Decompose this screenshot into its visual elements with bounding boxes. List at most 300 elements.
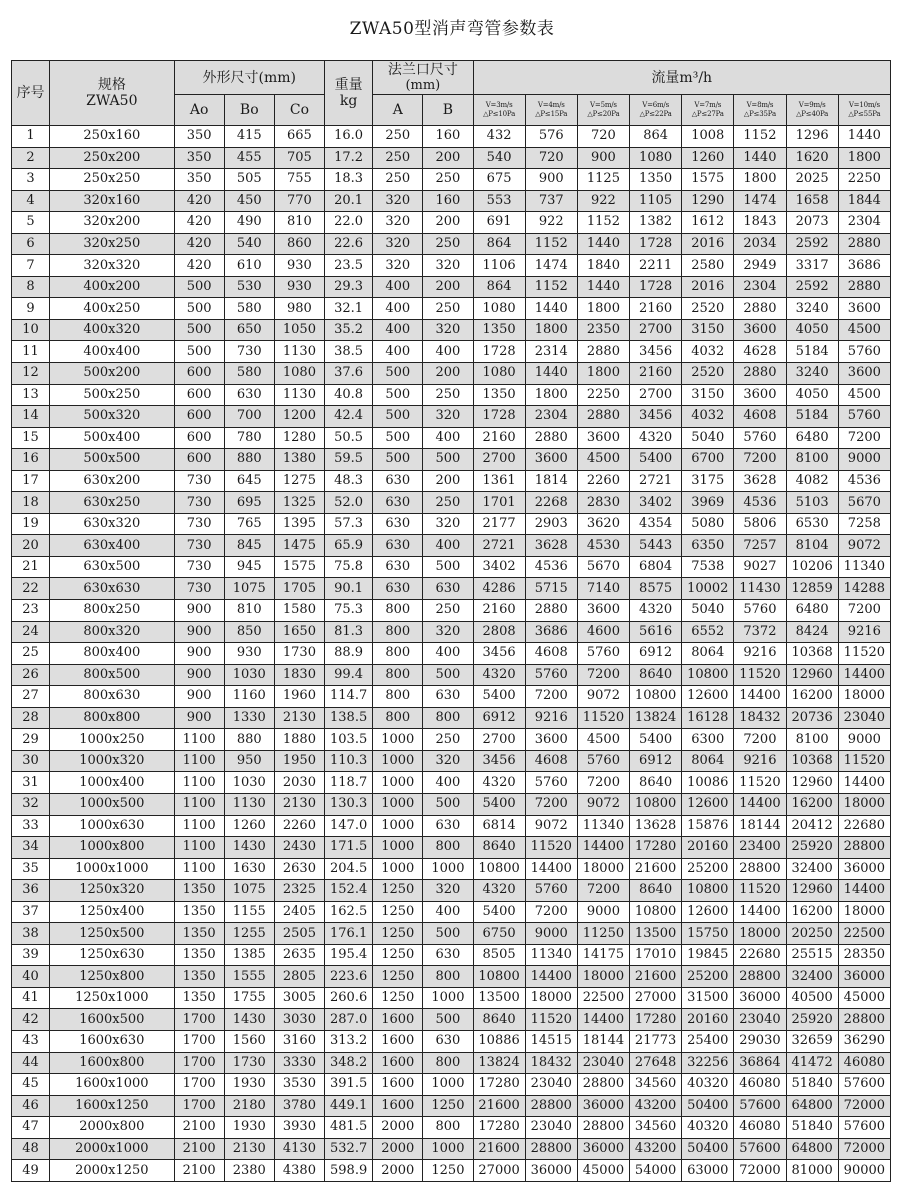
- row-flow-4: 3686: [525, 621, 577, 643]
- row-flange-b: 250: [423, 384, 473, 406]
- row-flow-3: 553: [473, 190, 525, 212]
- row-flow-7: 25200: [682, 858, 734, 880]
- flow-velocity: V=5m/s: [590, 101, 617, 109]
- row-flow-4: 11520: [525, 1009, 577, 1031]
- row-flow-10: 14400: [838, 664, 890, 686]
- row-flow-10: 11520: [838, 643, 890, 665]
- row-flow-10: 57600: [838, 1117, 890, 1139]
- table-row: [12, 944, 891, 966]
- row-flange-b: 320: [423, 880, 473, 902]
- row-no: 15: [12, 427, 50, 449]
- row-ao: 1100: [174, 729, 224, 751]
- row-flange-b: 160: [423, 190, 473, 212]
- row-flow-4: 1800: [525, 384, 577, 406]
- row-flow-3: 2700: [473, 449, 525, 471]
- row-flow-5: 2830: [577, 492, 629, 514]
- row-flange-a: 630: [373, 513, 423, 535]
- row-weight: 481.5: [325, 1117, 373, 1139]
- row-flange-b: 320: [423, 406, 473, 428]
- row-flow-10: 18000: [838, 901, 890, 923]
- row-co: 1705: [274, 578, 324, 600]
- row-spec: 800x500: [50, 664, 174, 686]
- row-flow-3: 1728: [473, 341, 525, 363]
- row-bo: 945: [224, 556, 274, 578]
- header-weight: [325, 61, 373, 126]
- flow-pressure: △P≤10Pa: [483, 110, 516, 118]
- row-flange-b: 1000: [423, 858, 473, 880]
- row-flow-5: 5760: [577, 643, 629, 665]
- row-flow-10: 5760: [838, 406, 890, 428]
- row-weight: 75.8: [325, 556, 373, 578]
- row-co: 1325: [274, 492, 324, 514]
- row-flow-4: 4608: [525, 750, 577, 772]
- row-flange-b: 400: [423, 427, 473, 449]
- row-flow-8: 2304: [734, 276, 786, 298]
- row-bo: 1160: [224, 686, 274, 708]
- row-ao: 1100: [174, 793, 224, 815]
- row-flow-9: 3317: [786, 255, 838, 277]
- row-flow-5: 28800: [577, 1074, 629, 1096]
- row-flow-6: 4320: [630, 427, 682, 449]
- row-flow-10: 7200: [838, 600, 890, 622]
- header-flange-b: B: [423, 95, 473, 126]
- row-spec: 400x320: [50, 319, 174, 341]
- row-flange-b: 1000: [423, 1074, 473, 1096]
- row-co: 3780: [274, 1095, 324, 1117]
- row-flow-8: 11520: [734, 772, 786, 794]
- row-flow-10: 18000: [838, 793, 890, 815]
- row-weight: 287.0: [325, 1009, 373, 1031]
- row-flange-a: 400: [373, 276, 423, 298]
- row-flange-a: 1600: [373, 1052, 423, 1074]
- row-flow-3: 17280: [473, 1074, 525, 1096]
- row-weight: 171.5: [325, 837, 373, 859]
- row-co: 4380: [274, 1160, 324, 1182]
- row-flow-3: 17280: [473, 1117, 525, 1139]
- row-no: 24: [12, 621, 50, 643]
- row-flow-8: 1152: [734, 126, 786, 148]
- row-weight: 114.7: [325, 686, 373, 708]
- row-flow-10: 14400: [838, 772, 890, 794]
- row-flow-6: 27648: [630, 1052, 682, 1074]
- row-bo: 1630: [224, 858, 274, 880]
- row-flow-8: 7200: [734, 729, 786, 751]
- table-row: [12, 384, 891, 406]
- row-bo: 1030: [224, 664, 274, 686]
- row-flow-9: 16200: [786, 901, 838, 923]
- row-flow-5: 922: [577, 190, 629, 212]
- row-flow-3: 2160: [473, 427, 525, 449]
- row-ao: 420: [174, 233, 224, 255]
- table-row: [12, 686, 891, 708]
- row-co: 1280: [274, 427, 324, 449]
- row-flow-5: 36000: [577, 1095, 629, 1117]
- flow-pressure: △P≤27Pa: [691, 110, 724, 118]
- row-flange-b: 500: [423, 556, 473, 578]
- row-flow-7: 40320: [682, 1117, 734, 1139]
- row-ao: 500: [174, 319, 224, 341]
- row-flow-8: 2949: [734, 255, 786, 277]
- parameter-table: [11, 60, 891, 1182]
- row-bo: 1130: [224, 793, 274, 815]
- row-no: 30: [12, 750, 50, 772]
- row-flow-6: 2211: [630, 255, 682, 277]
- row-flange-a: 630: [373, 556, 423, 578]
- row-flow-9: 25920: [786, 1009, 838, 1031]
- row-flow-3: 1106: [473, 255, 525, 277]
- row-flow-8: 11430: [734, 578, 786, 600]
- row-co: 3530: [274, 1074, 324, 1096]
- row-flow-4: 5715: [525, 578, 577, 600]
- row-flow-6: 43200: [630, 1138, 682, 1160]
- row-flow-9: 51840: [786, 1117, 838, 1139]
- row-flow-3: 2721: [473, 535, 525, 557]
- row-flow-5: 14175: [577, 944, 629, 966]
- row-ao: 1100: [174, 837, 224, 859]
- row-ao: 2100: [174, 1160, 224, 1182]
- row-flow-6: 17280: [630, 1009, 682, 1031]
- row-flow-9: 25920: [786, 837, 838, 859]
- row-flow-9: 16200: [786, 793, 838, 815]
- row-co: 1950: [274, 750, 324, 772]
- row-flow-4: 576: [525, 126, 577, 148]
- header-weight-unit: kg: [339, 93, 358, 109]
- row-flow-6: 5400: [630, 729, 682, 751]
- row-spec: 1000x500: [50, 793, 174, 815]
- row-flow-6: 1382: [630, 212, 682, 234]
- row-bo: 580: [224, 363, 274, 385]
- row-flange-b: 250: [423, 729, 473, 751]
- table-row: [12, 815, 891, 837]
- table-row: [12, 600, 891, 622]
- row-flange-b: 400: [423, 535, 473, 557]
- row-flow-3: 13500: [473, 987, 525, 1009]
- row-flow-10: 36000: [838, 858, 890, 880]
- row-flange-b: 200: [423, 470, 473, 492]
- row-flow-9: 5184: [786, 406, 838, 428]
- row-ao: 600: [174, 384, 224, 406]
- row-flange-b: 630: [423, 944, 473, 966]
- row-flow-7: 10800: [682, 664, 734, 686]
- row-co: 930: [274, 276, 324, 298]
- row-no: 41: [12, 987, 50, 1009]
- row-co: 3330: [274, 1052, 324, 1074]
- row-flange-a: 630: [373, 535, 423, 557]
- row-ao: 600: [174, 363, 224, 385]
- row-flow-7: 63000: [682, 1160, 734, 1182]
- row-no: 35: [12, 858, 50, 880]
- row-spec: 250x200: [50, 147, 174, 169]
- row-co: 755: [274, 169, 324, 191]
- row-flow-5: 900: [577, 147, 629, 169]
- table-row: [12, 556, 891, 578]
- table-row: [12, 987, 891, 1009]
- row-weight: 176.1: [325, 923, 373, 945]
- row-flange-a: 1000: [373, 750, 423, 772]
- row-ao: 350: [174, 147, 224, 169]
- row-flow-5: 1125: [577, 169, 629, 191]
- row-flow-4: 3628: [525, 535, 577, 557]
- row-flow-3: 3456: [473, 750, 525, 772]
- row-flow-6: 2700: [630, 319, 682, 341]
- row-spec: 630x630: [50, 578, 174, 600]
- row-flow-9: 5184: [786, 341, 838, 363]
- row-spec: 320x200: [50, 212, 174, 234]
- row-flow-7: 12600: [682, 686, 734, 708]
- table-row: [12, 190, 891, 212]
- row-flow-6: 13824: [630, 707, 682, 729]
- header-flow-9: [786, 95, 838, 126]
- row-co: 1650: [274, 621, 324, 643]
- table-row: [12, 147, 891, 169]
- row-flow-5: 4500: [577, 449, 629, 471]
- row-flow-8: 1474: [734, 190, 786, 212]
- row-flow-4: 7200: [525, 793, 577, 815]
- row-flow-9: 3240: [786, 298, 838, 320]
- row-flow-7: 1575: [682, 169, 734, 191]
- row-flow-3: 864: [473, 276, 525, 298]
- row-flow-9: 64800: [786, 1138, 838, 1160]
- row-flow-9: 2592: [786, 233, 838, 255]
- row-flow-9: 32400: [786, 858, 838, 880]
- row-flow-3: 1080: [473, 363, 525, 385]
- row-no: 21: [12, 556, 50, 578]
- row-no: 22: [12, 578, 50, 600]
- row-flow-10: 4500: [838, 384, 890, 406]
- row-flow-3: 1361: [473, 470, 525, 492]
- row-flow-7: 2580: [682, 255, 734, 277]
- row-flow-8: 1440: [734, 147, 786, 169]
- row-co: 2805: [274, 966, 324, 988]
- row-ao: 500: [174, 298, 224, 320]
- row-flow-8: 18432: [734, 707, 786, 729]
- row-flow-8: 2880: [734, 363, 786, 385]
- row-flow-5: 1440: [577, 276, 629, 298]
- row-flow-8: 14400: [734, 686, 786, 708]
- row-ao: 2100: [174, 1117, 224, 1139]
- row-spec: 630x250: [50, 492, 174, 514]
- row-flange-a: 250: [373, 169, 423, 191]
- row-ao: 730: [174, 556, 224, 578]
- row-no: 17: [12, 470, 50, 492]
- row-flow-7: 2016: [682, 276, 734, 298]
- row-flow-4: 9216: [525, 707, 577, 729]
- row-flow-3: 2808: [473, 621, 525, 643]
- row-flow-4: 7200: [525, 686, 577, 708]
- row-flow-10: 3600: [838, 298, 890, 320]
- row-ao: 1700: [174, 1030, 224, 1052]
- row-flow-6: 3456: [630, 406, 682, 428]
- row-flow-10: 22500: [838, 923, 890, 945]
- row-no: 9: [12, 298, 50, 320]
- row-flange-b: 630: [423, 686, 473, 708]
- row-ao: 1100: [174, 815, 224, 837]
- table-row: [12, 341, 891, 363]
- row-weight: 48.3: [325, 470, 373, 492]
- header-flow-4: [525, 95, 577, 126]
- row-flange-a: 1600: [373, 1030, 423, 1052]
- row-flow-5: 5670: [577, 556, 629, 578]
- row-no: 42: [12, 1009, 50, 1031]
- row-co: 1880: [274, 729, 324, 751]
- row-spec: 400x200: [50, 276, 174, 298]
- row-weight: 40.8: [325, 384, 373, 406]
- row-weight: 65.9: [325, 535, 373, 557]
- row-ao: 730: [174, 513, 224, 535]
- row-flow-6: 864: [630, 126, 682, 148]
- row-flow-4: 5760: [525, 772, 577, 794]
- row-no: 25: [12, 643, 50, 665]
- row-flange-b: 630: [423, 815, 473, 837]
- row-flow-3: 4320: [473, 772, 525, 794]
- row-co: 1395: [274, 513, 324, 535]
- row-flange-b: 1250: [423, 1160, 473, 1182]
- row-co: 1575: [274, 556, 324, 578]
- row-ao: 1700: [174, 1009, 224, 1031]
- row-flow-10: 9072: [838, 535, 890, 557]
- table-row: [12, 837, 891, 859]
- row-flow-6: 13628: [630, 815, 682, 837]
- row-bo: 630: [224, 384, 274, 406]
- row-flow-7: 1290: [682, 190, 734, 212]
- row-ao: 1700: [174, 1095, 224, 1117]
- row-spec: 2000x800: [50, 1117, 174, 1139]
- row-flange-a: 1000: [373, 729, 423, 751]
- row-flow-9: 4050: [786, 384, 838, 406]
- row-ao: 600: [174, 449, 224, 471]
- row-flow-8: 11520: [734, 880, 786, 902]
- row-ao: 1700: [174, 1074, 224, 1096]
- row-flow-7: 7538: [682, 556, 734, 578]
- row-weight: 260.6: [325, 987, 373, 1009]
- row-ao: 420: [174, 190, 224, 212]
- row-flow-7: 25400: [682, 1030, 734, 1052]
- row-weight: 110.3: [325, 750, 373, 772]
- table-row: [12, 406, 891, 428]
- row-flow-6: 8640: [630, 880, 682, 902]
- row-flow-9: 12859: [786, 578, 838, 600]
- row-flow-10: 28800: [838, 1009, 890, 1031]
- row-spec: 630x200: [50, 470, 174, 492]
- row-ao: 1350: [174, 987, 224, 1009]
- row-flow-10: 1440: [838, 126, 890, 148]
- row-flow-3: 6912: [473, 707, 525, 729]
- row-weight: 50.5: [325, 427, 373, 449]
- row-flow-4: 720: [525, 147, 577, 169]
- row-co: 1475: [274, 535, 324, 557]
- row-flow-7: 3150: [682, 319, 734, 341]
- table-row: [12, 319, 891, 341]
- row-flow-8: 5760: [734, 427, 786, 449]
- row-bo: 780: [224, 427, 274, 449]
- row-flow-8: 23400: [734, 837, 786, 859]
- row-no: 48: [12, 1138, 50, 1160]
- flow-velocity: V=4m/s: [537, 101, 565, 109]
- row-spec: 1600x800: [50, 1052, 174, 1074]
- row-spec: 1250x320: [50, 880, 174, 902]
- row-flow-4: 1152: [525, 276, 577, 298]
- row-spec: 1000x1000: [50, 858, 174, 880]
- row-flow-7: 10800: [682, 880, 734, 902]
- row-flow-7: 10086: [682, 772, 734, 794]
- table-row: [12, 427, 891, 449]
- table-row: [12, 1052, 891, 1074]
- row-no: 38: [12, 923, 50, 945]
- row-flange-b: 400: [423, 772, 473, 794]
- row-weight: 130.3: [325, 793, 373, 815]
- row-flow-9: 6480: [786, 427, 838, 449]
- row-flow-5: 2350: [577, 319, 629, 341]
- row-spec: 1000x320: [50, 750, 174, 772]
- row-bo: 765: [224, 513, 274, 535]
- row-flow-9: 8100: [786, 729, 838, 751]
- row-flange-a: 320: [373, 190, 423, 212]
- row-flange-a: 2000: [373, 1160, 423, 1182]
- row-flow-3: 4320: [473, 880, 525, 902]
- row-flow-9: 10368: [786, 643, 838, 665]
- row-spec: 1250x1000: [50, 987, 174, 1009]
- row-flow-5: 14400: [577, 1009, 629, 1031]
- row-bo: 415: [224, 126, 274, 148]
- row-weight: 313.2: [325, 1030, 373, 1052]
- row-ao: 1100: [174, 858, 224, 880]
- row-weight: 18.3: [325, 169, 373, 191]
- row-spec: 1250x500: [50, 923, 174, 945]
- row-flow-9: 6530: [786, 513, 838, 535]
- row-bo: 1430: [224, 1009, 274, 1031]
- row-flow-4: 1440: [525, 298, 577, 320]
- row-flow-5: 23040: [577, 1052, 629, 1074]
- row-flow-8: 5806: [734, 513, 786, 535]
- row-bo: 810: [224, 600, 274, 622]
- row-flow-7: 50400: [682, 1095, 734, 1117]
- row-flow-9: 25515: [786, 944, 838, 966]
- row-flow-3: 540: [473, 147, 525, 169]
- row-flow-5: 18144: [577, 1030, 629, 1052]
- row-weight: 29.3: [325, 276, 373, 298]
- row-flow-6: 10800: [630, 793, 682, 815]
- row-flow-3: 675: [473, 169, 525, 191]
- row-ao: 600: [174, 406, 224, 428]
- row-flange-a: 1250: [373, 966, 423, 988]
- row-flow-5: 9072: [577, 686, 629, 708]
- row-flow-3: 5400: [473, 901, 525, 923]
- row-weight: 22.0: [325, 212, 373, 234]
- row-ao: 900: [174, 707, 224, 729]
- table-row: [12, 535, 891, 557]
- row-no: 43: [12, 1030, 50, 1052]
- row-flange-b: 800: [423, 1117, 473, 1139]
- row-ao: 500: [174, 276, 224, 298]
- row-flow-3: 2700: [473, 729, 525, 751]
- row-flow-3: 21600: [473, 1138, 525, 1160]
- row-flow-8: 23040: [734, 1009, 786, 1031]
- row-weight: 17.2: [325, 147, 373, 169]
- row-flow-3: 3402: [473, 556, 525, 578]
- row-no: 31: [12, 772, 50, 794]
- row-flow-7: 6700: [682, 449, 734, 471]
- row-flange-b: 320: [423, 255, 473, 277]
- row-flow-8: 28800: [734, 858, 786, 880]
- row-co: 1275: [274, 470, 324, 492]
- row-flow-6: 54000: [630, 1160, 682, 1182]
- row-spec: 320x160: [50, 190, 174, 212]
- row-flow-9: 6480: [786, 600, 838, 622]
- row-flange-a: 800: [373, 707, 423, 729]
- row-flange-b: 320: [423, 319, 473, 341]
- row-flow-5: 18000: [577, 966, 629, 988]
- flow-pressure: △P≤40Pa: [796, 110, 829, 118]
